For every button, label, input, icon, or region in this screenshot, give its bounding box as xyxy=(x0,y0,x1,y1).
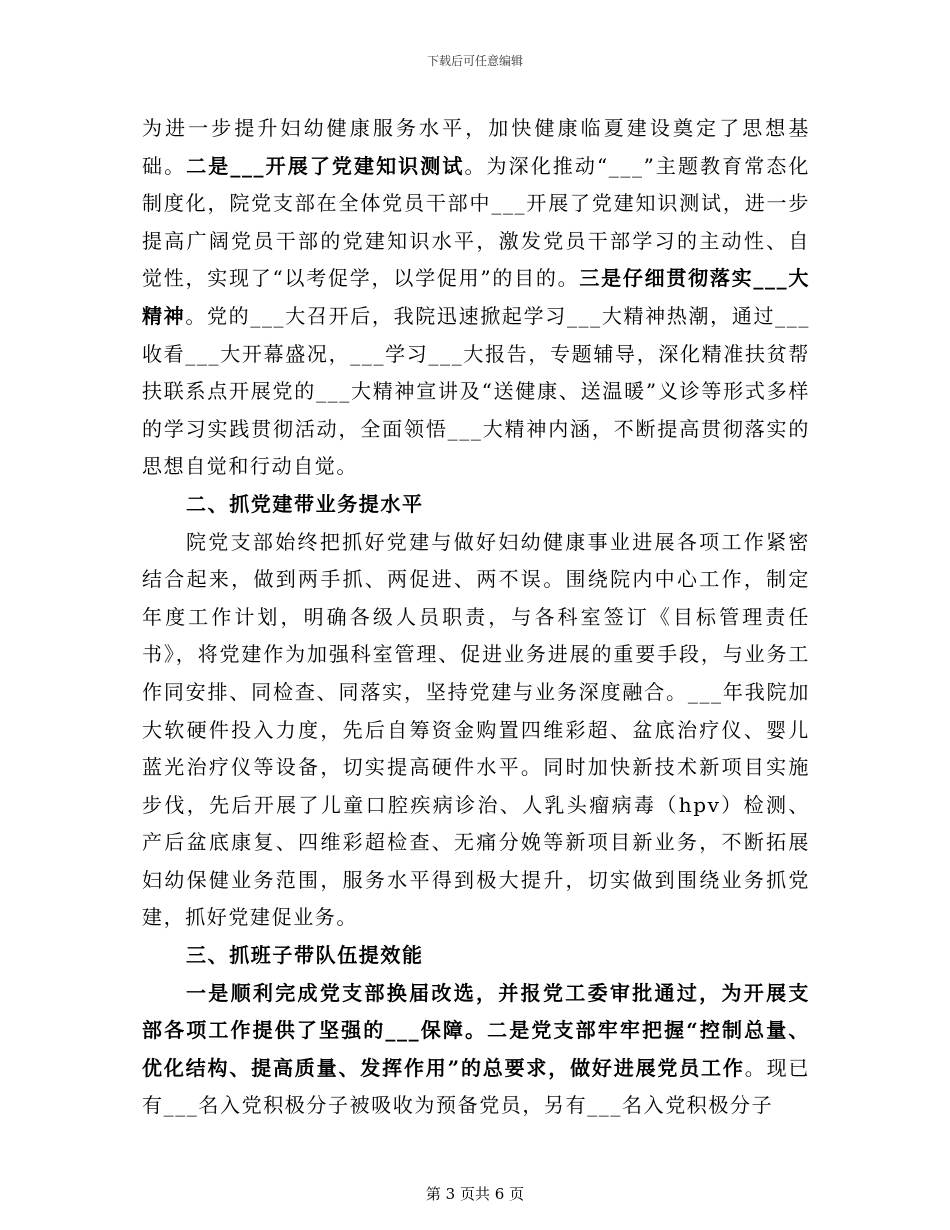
page-header: 下载后可任意编辑 xyxy=(426,54,523,68)
point-two-title: 二是___开展了党建知识测试 xyxy=(186,153,465,178)
paragraph-3 xyxy=(142,975,810,1125)
point-three-title: 三是仔细贯彻落实___大精神 xyxy=(142,266,810,328)
paragraph-1-text-c: 。为深化推动“___”主题教育常态化制度化，院党支部在全体党员干部中___开展了党建知识测试，进一步提高广阔党员干部的党建知识水平，激发党员干部学习的主动性、自觉性，实现了“以考促学，以学促用”的目的。 xyxy=(142,153,811,291)
paragraph-3-bold-text: 一是顺利完成党支部换届改选，并报党工委审批通过，为开展支部各项工作提供了坚强的___保障。二是党支部牢牢把握“控制总量、优化结构、提高质量、发挥作用”的总要求，做好进展党员工作 xyxy=(142,980,810,1080)
section-heading-2: 二、抓党建带业务提水平 xyxy=(186,491,424,516)
paragraph-1-text-e: 。党的___大召开后，我院迅速掀起学习___大精神热潮，通过___收看___大开幕盛况，___学习___大报告，专题辅导，深化精准扶贫帮扶联系点开展党的___大精神宣讲及“送健康、送温暖”义诊等形式多样的学习实践贯彻活动，全面领悟___大精神内涵，不断提高贯彻落实的思想自觉和行动自觉。 xyxy=(142,303,810,479)
paragraph-3-text: 。现已有___名入党积极分子被吸收为预备党员，另有___名入党积极分子 xyxy=(142,1055,810,1118)
section-heading-3: 三、抓班子带队伍提效能 xyxy=(186,943,424,968)
paragraph-1 xyxy=(142,110,810,486)
page-number: 第 3 页共 6 页 xyxy=(425,1185,525,1203)
paragraph-1-text-a: 为进一步提升妇幼健康服务水平，加快健康临夏建设奠定了思想基础。 xyxy=(142,116,810,178)
document-body xyxy=(142,110,810,1125)
paragraph-2: 院党支部始终把抓好党建与做好妇幼健康事业进展各项工作紧密结合起来，做到两手抓、两促进、两不误。围绕院内中心工作，制定年度工作计划，明确各级人员职责，与各科室签订《目标管理责任书》，将党建作为加强科室管理、促进业务进展的重要手段，与业务工作同安排、同检查、同落实，坚持党建与业务深度融合。___年我院加大软硬件投入力度，先后自筹资金购置四维彩超、盆底治疗仪、婴儿蓝光治疗仪等设备，切实提高硬件水平。同时加快新技术新项目实施步伐，先后开展了儿童口腔疾病诊治、人乳头瘤病毒（hpv）检测、产后盆底康复、四维彩超检查、无痛分娩等新项目新业务，不断拓展妇幼保健业务范围，服务水平得到极大提升，切实做到围绕业务抓党建，抓好党建促业务。 xyxy=(142,529,810,930)
